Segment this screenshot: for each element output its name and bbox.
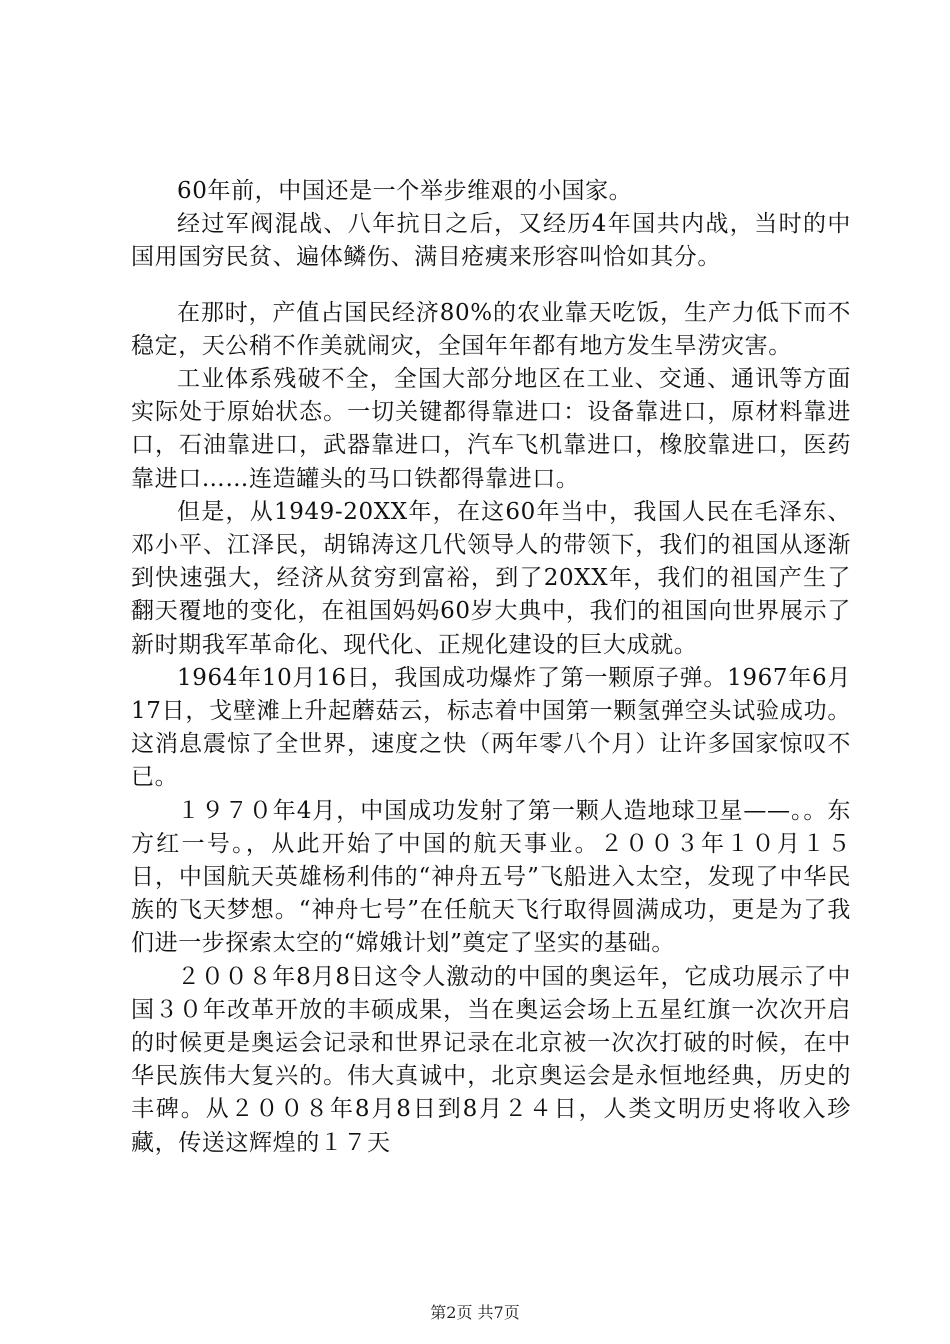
paragraph-4: 工业体系残破不全，全国大部分地区在工业、交通、通讯等方面实际处于原始状态。一切关键都得靠进口：设备靠进口，原材料靠进口，石油靠进口，武器靠进口，汽车飞机靠进口，橡胶靠进口，医药靠进口……连造罐头的马口铁都得靠进口。 <box>131 366 851 492</box>
paragraph-gap <box>131 275 851 297</box>
paragraph-7: １９７０年4月，中国成功发射了第一颗人造地球卫星——。。东方红一号。，从此开始了中国的航天事业。２００３年１０月１５日，中国航天英雄杨利伟的“神舟五号”飞船进入太空，发现了中华民族的飞天梦想。“神舟七号”在任航天飞行取得圆满成功，更是为了我们进一步探索太空的“嫦娥计划”奠定了坚实的基础。 <box>131 797 851 957</box>
paragraph-5: 但是，从1949-20XX年，在这60年当中，我国人民在毛泽东、邓小平、江泽民，胡锦涛这几代领导人的带领下，我们的祖国从逐渐到快速强大，经济从贫穷到富裕，到了20XX年，我们的祖国产生了翻天覆地的变化，在祖国妈妈60岁大典中，我们的祖国向世界展示了新时期我军革命化、现代化、正规化建设的巨大成就。 <box>131 498 851 658</box>
paragraph-1: 60年前，中国还是一个举步维艰的小国家。 <box>177 178 633 204</box>
paragraph-2: 经过军阀混战、八年抗日之后，又经历4年国共内战，当时的中国用国穷民贫、遍体鳞伤、满目疮痍来形容叫恰如其分。 <box>131 211 851 271</box>
page-footer: 第2页 共7页 <box>430 1303 520 1322</box>
paragraph-8: ２００８年8月8日这令人激动的中国的奥运年，它成功展示了中国３０年改革开放的丰硕成果，当在奥运会场上五星红旗一次次开启的时候更是奥运会记录和世界记录在北京被一次次打破的时候，在中华民族伟大复兴的。伟大真诚中，北京奥运会是永恒地经典，历史的丰碑。从２００８年8月8日到8月２４日，人类文明历史将收入珍藏，传送这辉煌的１７天 <box>131 963 851 1156</box>
paragraph-3: 在那时，产值占国民经济80%的农业靠天吃饭，生产力低下而不稳定，天公稍不作美就闹灾，全国年年都有地方发生旱涝灾害。 <box>131 299 851 359</box>
document-body <box>131 175 851 1160</box>
paragraph-6: 1964年10月16日，我国成功爆炸了第一颗原子弹。1967年6月17日，戈壁滩上升起蘑菇云，标志着中国第一颗氢弹空头试验成功。这消息震惊了全世界，速度之快（两年零八个月）让许多国家惊叹不已。 <box>131 664 851 791</box>
